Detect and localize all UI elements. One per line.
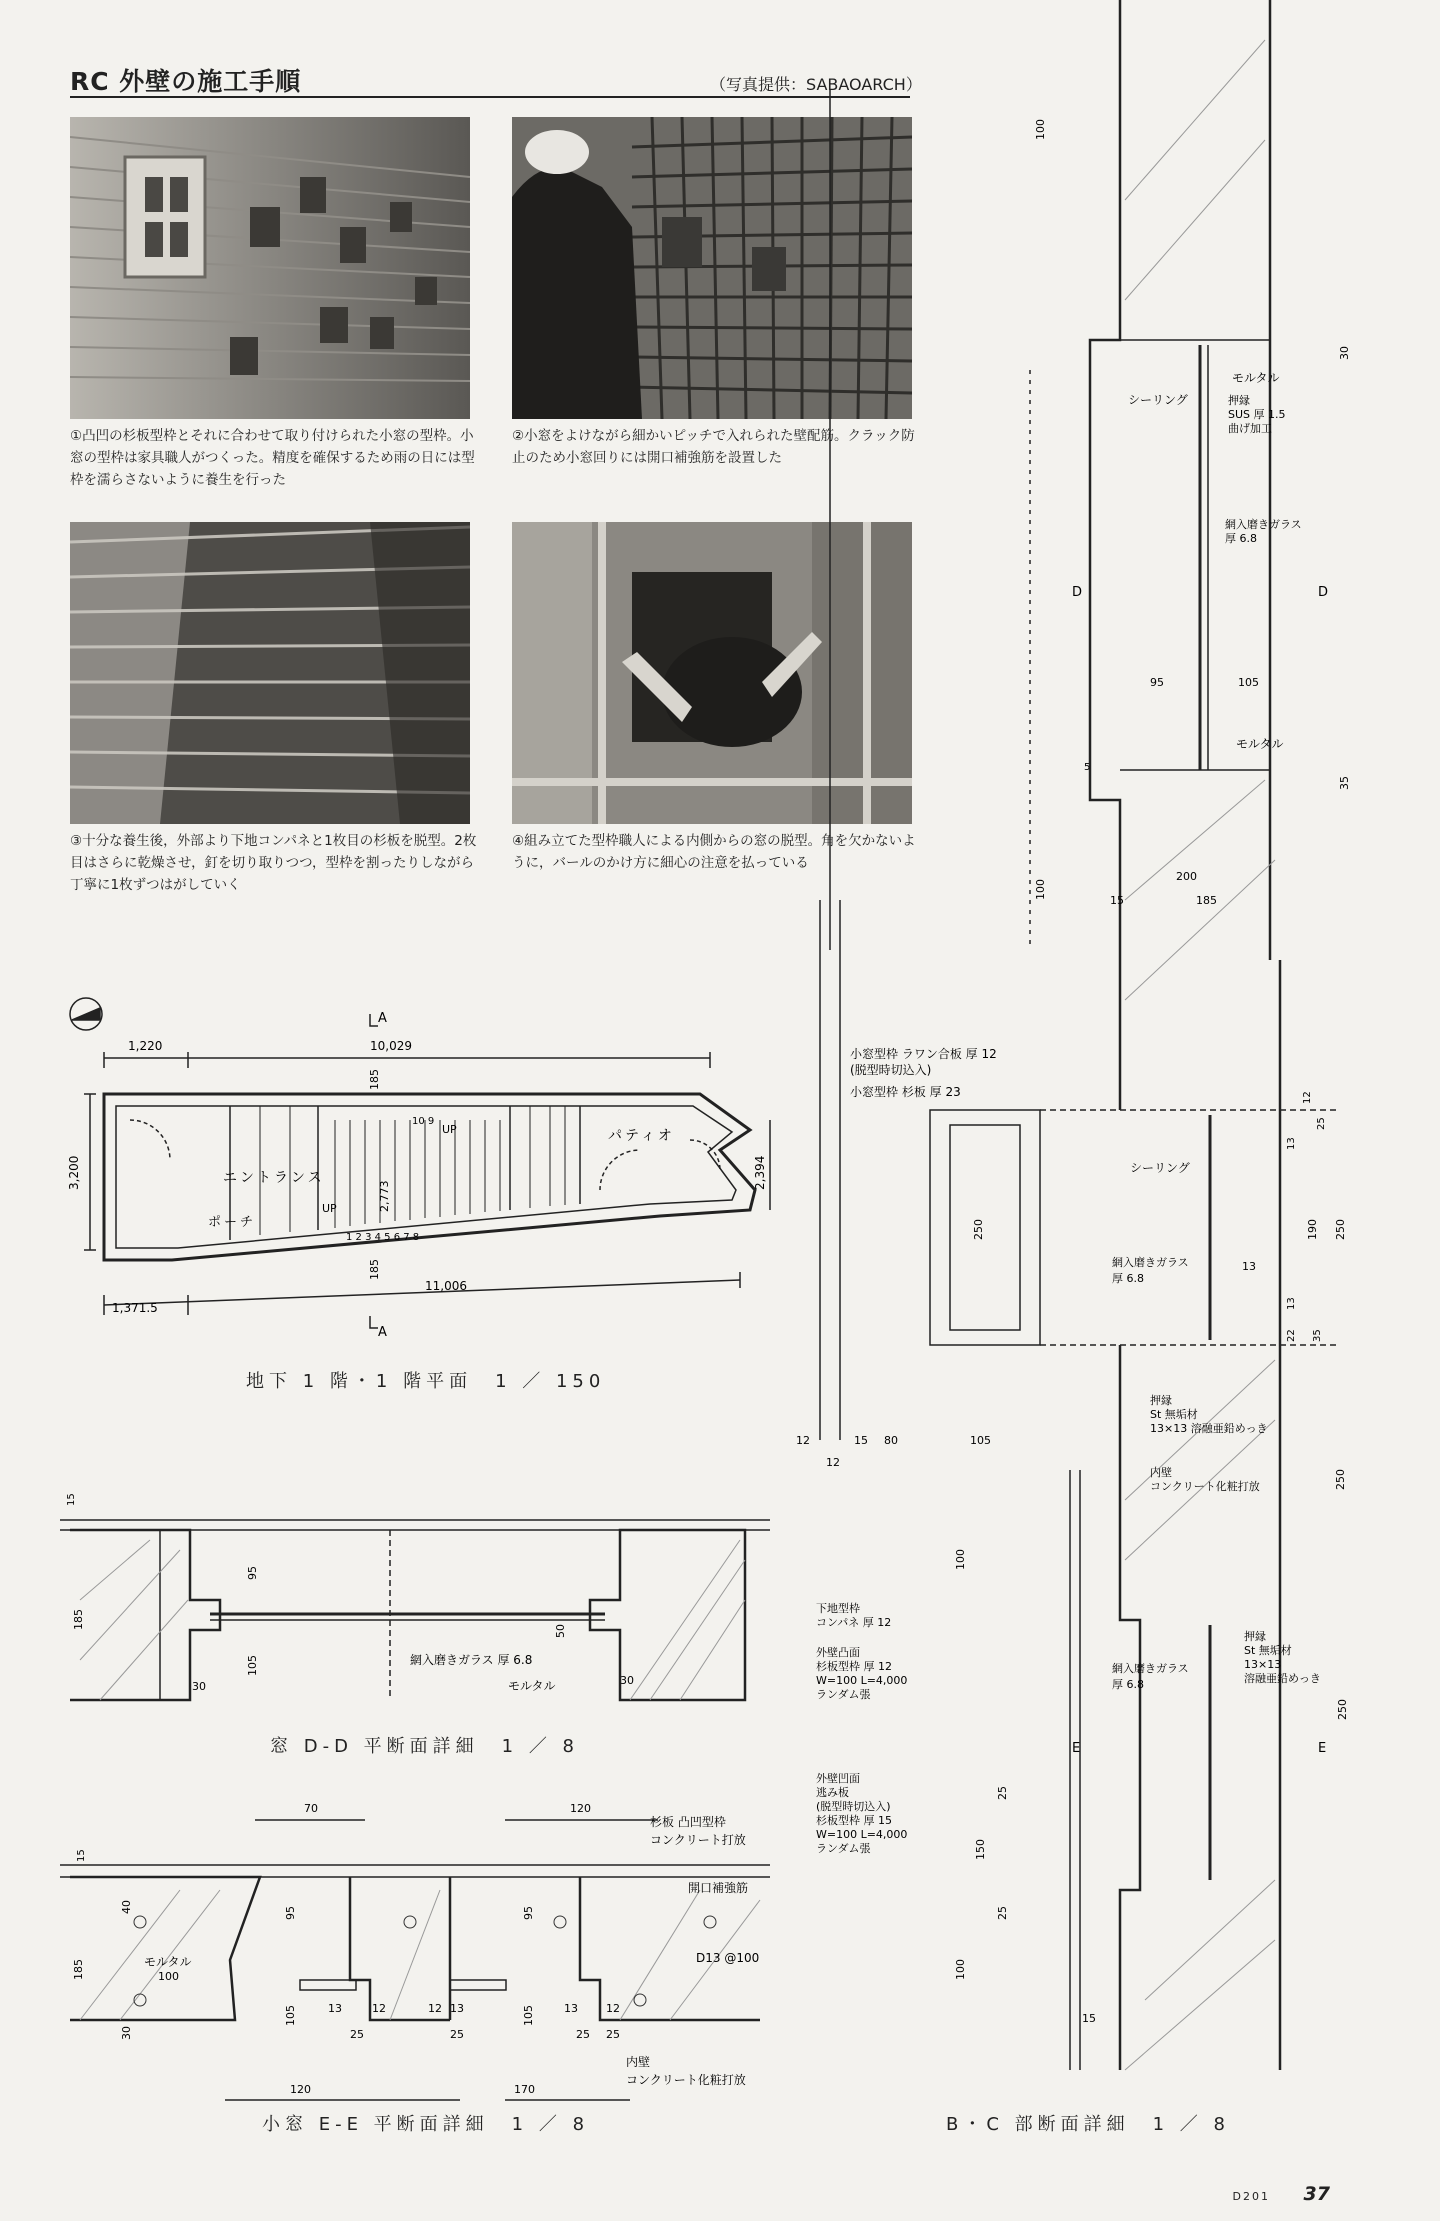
bc-mid-frame2: (脱型時切込入) [850,1063,932,1077]
bc-top-d30: 30 [1338,346,1351,360]
window-dd-detail [60,1480,780,1720]
ee-dim-13c: 13 [564,2002,578,2015]
ee-dim-95b: 95 [522,1906,535,1920]
bc-mid-d250: 250 [972,1219,985,1240]
window-dd-label: 窓 D-D 平断面詳細 1 ／ 8 [270,1736,580,1757]
dd-mortar: モルタル [508,1679,556,1693]
dd-dim-185: 185 [72,1609,85,1630]
bc-mid-r13b: 13 [1286,1297,1297,1310]
plan-mark-bottom: A [378,1325,387,1340]
bc-bot-cav5: W=100 L=4,000 [816,1828,908,1841]
ee-dim-25d: 25 [606,2028,620,2041]
dd-glass: 網入磨きガラス 厚 6.8 [410,1653,533,1667]
bc-top-oshi2: SUS 厚 1.5 [1228,408,1286,421]
bc-bot-glass1: 網入磨きガラス [1112,1662,1189,1675]
ee-note-inner1: 内壁 [626,2055,651,2069]
plan-dim-height: 3,200 [67,1155,81,1190]
ee-dim-12b: 12 [428,2002,442,2015]
ee-note-inner2: コンクリート化粧打放 [626,2073,746,2087]
bc-top-mark-l: D [1072,585,1083,600]
dd-dim-50: 50 [554,1624,567,1638]
ee-dim-100: 100 [158,1970,179,1983]
bc-mid-oshi1: 押縁 [1150,1394,1172,1407]
ee-dim-12a: 12 [372,2002,386,2015]
bc-bot-d150: 150 [974,1839,987,1860]
photo-caption-1: ①凸凹の杉板型枠とそれに合わせて取り付けられた小窓の型枠。小窓の型枠は家具職人がつくった。精度を確保するため雨の日には型枠を濡らさないように養生を行った [70,428,475,488]
bc-top-sealing: シーリング [1128,393,1188,407]
bc-top-glass1: 網入磨きガラス [1225,518,1302,531]
bc-top-d5: 5 [1084,762,1091,773]
ee-dim-12c: 12 [606,2002,620,2015]
bc-bot-cav3: (脱型時切込入) [816,1800,891,1813]
ee-dim-13b: 13 [450,2002,464,2015]
photo-formwork [70,117,470,419]
bc-bot-mark-r: E [1318,1741,1327,1756]
ee-dim-13a: 13 [328,2002,342,2015]
ee-note-reinf: 開口補強筋 [688,1881,749,1895]
bc-top-oshi1: 押縁 [1228,394,1250,407]
bc-top-d200: 200 [1176,870,1197,883]
bc-mid-d12a: 12 [796,1434,810,1447]
bc-top-d100b: 100 [1034,879,1047,900]
bc-top-d35: 35 [1338,776,1351,790]
bc-mid-r25a: 25 [1316,1117,1327,1130]
bc-top-mark-r: D [1318,585,1329,600]
page-title: RC 外壁の施工手順 [70,67,302,96]
page-number: 37 [1303,2183,1330,2205]
bc-mid-glass1: 網入磨きガラス [1112,1256,1189,1269]
ee-dim-25c: 25 [576,2028,590,2041]
bc-bot-d25a: 25 [996,1786,1009,1800]
bc-top-mortar2: モルタル [1236,737,1284,751]
bc-bot-ext1: 外壁凸面 [816,1646,860,1659]
bc-bot-base2: コンパネ 厚 12 [816,1616,892,1629]
photo-caption-4: ④組み立てた型枠職人による内側からの窓の脱型。角を欠かないように，バールのかけ方に細心の注意を払っている [512,833,916,871]
bc-mid-r22: 22 [1286,1329,1297,1342]
bc-bot-d250: 250 [1336,1699,1349,1720]
bc-bot-ext2: 杉板型枠 厚 12 [816,1660,892,1673]
plan-dim-right: 2,394 [753,1155,767,1190]
window-ee-label: 小窓 E-E 平断面詳細 1 ／ 8 [262,2114,590,2135]
bc-top-oshi3: 曲げ加工 [1228,422,1272,435]
bc-mid-inner2: コンクリート化粧打放 [1150,1480,1260,1493]
plan-dim-185b: 185 [368,1259,381,1280]
plan-dim-185a: 185 [368,1069,381,1090]
plan-dim-bottom-left: 1,371.5 [112,1301,158,1315]
ee-note-concrete: コンクリート打放 [650,1833,746,1847]
plan-mark-top: A [378,1011,387,1026]
bc-top-glass2: 厚 6.8 [1225,532,1257,545]
ee-dim-95a: 95 [284,1906,297,1920]
bc-top-d95: 95 [1150,676,1164,689]
ee-dim-15: 15 [76,1849,87,1862]
bc-top-d185: 185 [1196,894,1217,907]
bc-top-mortar1: モルタル [1232,371,1280,385]
ee-dim-70: 70 [304,1802,318,1815]
floor-plan [60,990,780,1360]
room-porch: ポーチ [208,1215,257,1230]
bc-bot-oshi2: St 無垢材 [1244,1644,1292,1657]
bc-top-d15: 15 [1110,894,1124,907]
bc-mid-d12b: 12 [826,1456,840,1469]
plan-steps-b: 10 9 [412,1116,435,1127]
bc-mid-inner1: 内壁 [1150,1466,1172,1479]
bc-mid-frame3: 小窓型枠 杉板 厚 23 [850,1085,961,1099]
bc-bot-oshi4: 溶融亜鉛めっき [1244,1672,1321,1685]
dd-dim-15: 15 [66,1493,77,1506]
bc-bot-d15: 15 [1082,2012,1096,2025]
bc-mid-d80: 80 [884,1434,898,1447]
room-patio: パティオ [608,1128,675,1144]
bc-bot-cav1: 外壁凹面 [816,1772,860,1785]
ee-dim-30: 30 [120,2026,133,2040]
bc-bot-d100a: 100 [954,1549,967,1570]
plan-dim-mid: 2,773 [378,1180,391,1212]
bc-mid-r250a: 250 [1334,1219,1347,1240]
bc-mid-oshi2: St 無垢材 [1150,1408,1198,1421]
photo-demolding-exterior [70,522,470,824]
bc-bot-oshi3: 13×13 [1244,1658,1282,1671]
bc-mid-sealing: シーリング [1130,1161,1190,1175]
bc-bot-base1: 下地型枠 [816,1602,860,1615]
plan-dim-bottom: 11,006 [425,1279,467,1293]
photo-caption-2: ②小窓をよけながら細かいピッチで入れられた壁配筋。クラック防止のため小窓回りには開口補強筋を設置した [512,428,915,466]
ee-dim-40: 40 [120,1900,133,1914]
bc-bot-ext4: ランダム張 [816,1688,871,1701]
section-bc-label: B・C 部断面詳細 1 ／ 8 [946,2114,1230,2135]
photo-caption-3: ③十分な養生後，外部より下地コンパネと1枚目の杉板を脱型。2枚目はさらに乾燥させ，釘を切り取りつつ，型枠を割ったりしながら丁寧に1枚ずつはがしていく [70,833,477,893]
bc-mid-frame1: 小窓型枠 ラワン合板 厚 12 [850,1047,997,1061]
bc-top-d105: 105 [1238,676,1259,689]
plan-up-1: UP [442,1123,457,1136]
bc-mid-r12: 12 [1302,1091,1313,1104]
bc-mid-d105: 105 [970,1434,991,1447]
ee-dim-120b: 120 [290,2083,311,2096]
ee-dim-105a: 105 [284,2005,297,2026]
bc-bot-cav6: ランダム張 [816,1842,871,1855]
bc-bot-oshi1: 押縁 [1244,1630,1266,1643]
ee-dim-170: 170 [514,2083,535,2096]
ee-note-formwork: 杉板 凸凹型枠 [650,1815,726,1829]
bc-bot-d25b: 25 [996,1906,1009,1920]
ee-note-mortar: モルタル [144,1955,192,1969]
folio: D201 [1232,2190,1270,2203]
dd-dim-30a: 30 [192,1680,206,1693]
room-entrance: エントランス [223,1170,325,1186]
plan-dim-top: 10,029 [370,1039,412,1053]
bc-mid-d15: 15 [854,1434,868,1447]
ee-dim-25b: 25 [450,2028,464,2041]
plan-label: 地下 1 階・1 階平面 1 ／ 150 [246,1371,606,1392]
plan-up-2: UP [322,1202,337,1215]
dd-dim-95: 95 [246,1566,259,1580]
bc-mid-r35: 35 [1312,1329,1323,1342]
bc-bot-mark-l: E [1072,1741,1081,1756]
plan-steps-a: 1 2 3 4 5 6 7 8 [346,1232,420,1243]
ee-dim-185: 185 [72,1959,85,1980]
dd-dim-30b: 30 [620,1674,634,1687]
bc-bot-ext3: W=100 L=4,000 [816,1674,908,1687]
bc-mid-r190: 190 [1306,1219,1319,1240]
photo-credit: （写真提供：SABAOARCH） [710,75,922,94]
window-ee-detail [60,1790,780,2120]
bc-mid-r13a: 13 [1286,1137,1297,1150]
bc-bot-d100b: 100 [954,1959,967,1980]
bc-mid-glass2: 厚 6.8 [1112,1272,1144,1285]
bc-bot-glass2: 厚 6.8 [1112,1678,1144,1691]
bc-mid-d13: 13 [1242,1260,1256,1273]
bc-top-d100a: 100 [1034,119,1047,140]
dd-dim-105: 105 [246,1655,259,1676]
ee-dim-105b: 105 [522,2005,535,2026]
bc-bot-cav4: 杉板型枠 厚 15 [816,1814,892,1827]
bc-mid-oshi3: 13×13 溶融亜鉛めっき [1150,1422,1268,1435]
plan-dim-left: 1,220 [128,1039,163,1053]
bc-mid-r250b: 250 [1334,1469,1347,1490]
ee-note-rebar: D13 @100 [696,1951,760,1965]
bc-bot-cav2: 逃み板 [816,1786,849,1799]
ee-dim-120a: 120 [570,1802,591,1815]
ee-dim-25a: 25 [350,2028,364,2041]
section-bc-detail [780,0,1380,2090]
